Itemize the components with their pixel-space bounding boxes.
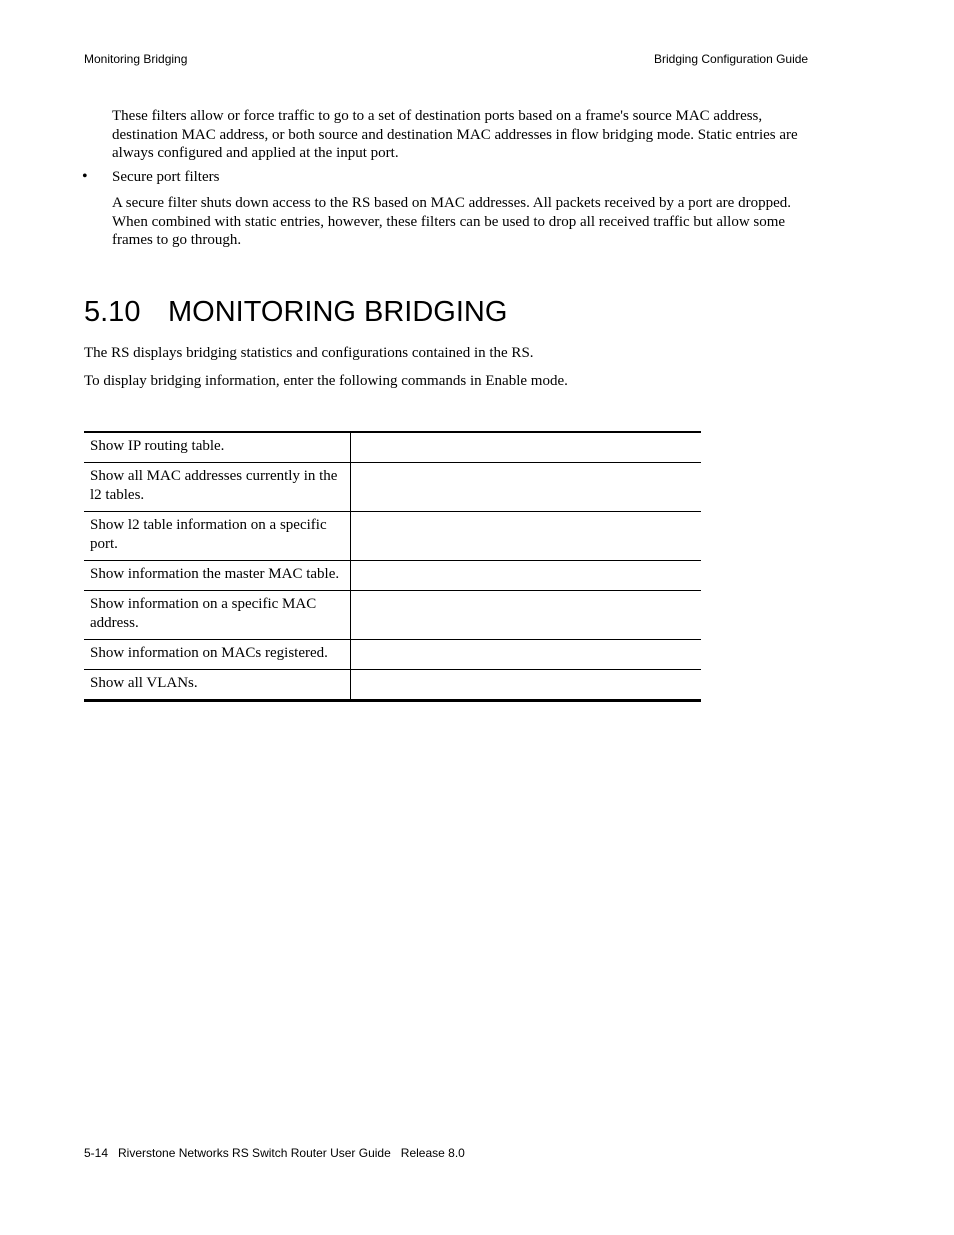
section-heading (84, 294, 507, 330)
table-cell-description: Show IP routing table. (84, 432, 351, 463)
table-cell-command (351, 670, 702, 701)
bullet-marker: • (82, 168, 88, 185)
table-cell-command (351, 512, 702, 561)
table-cell-command (351, 561, 702, 591)
secure-filter-paragraph: A secure filter shuts down access to the RS based on MAC addresses. All packets received by a port are dropped. When combined with static entries, however, these filters can be used to drop all received traffic but allow some frames to go through. (112, 195, 791, 248)
table-cell-command (351, 463, 702, 512)
running-header-right: Bridging Configuration Guide (654, 52, 809, 66)
table-cell-description: Show information on MACs registered. (84, 640, 351, 670)
table-cell-description: Show information on a specific MAC address. (84, 591, 351, 640)
table-cell-command (351, 432, 702, 463)
running-header-left: Monitoring Bridging (84, 52, 188, 66)
table-row (84, 640, 701, 670)
intro-paragraph: These filters allow or force traffic to go to a set of destination ports based on a frame's source MAC address, destination MAC address, or both source and destination MAC addresses in flow bridging mode. Static entries are always configured and applied at the input port. (112, 108, 798, 161)
table-row (84, 670, 701, 701)
table-row (84, 561, 701, 591)
table-cell-command (351, 591, 702, 640)
bullet-item-secure-port-filters: Secure port filters (112, 169, 220, 185)
section-paragraph-2: To display bridging information, enter the following commands in Enable mode. (84, 373, 568, 389)
table-cell-description: Show all MAC addresses currently in the l2 tables. (84, 463, 351, 512)
table-row (84, 432, 701, 463)
table-row (84, 591, 701, 640)
bridging-commands-table (84, 431, 701, 702)
section-paragraph-1: The RS displays bridging statistics and configurations contained in the RS. (84, 345, 534, 361)
page-footer: 5-14 Riverstone Networks RS Switch Router User Guide Release 8.0 (84, 1146, 465, 1160)
table-cell-description: Show information the master MAC table. (84, 561, 351, 591)
table-row (84, 463, 701, 512)
section-title-text: MONITORING BRIDGING (168, 296, 508, 328)
table-cell-description: Show l2 table information on a specific port. (84, 512, 351, 561)
table-row (84, 512, 701, 561)
table-cell-command (351, 640, 702, 670)
table-cell-description: Show all VLANs. (84, 670, 351, 701)
section-number: 5.10 (84, 296, 141, 328)
